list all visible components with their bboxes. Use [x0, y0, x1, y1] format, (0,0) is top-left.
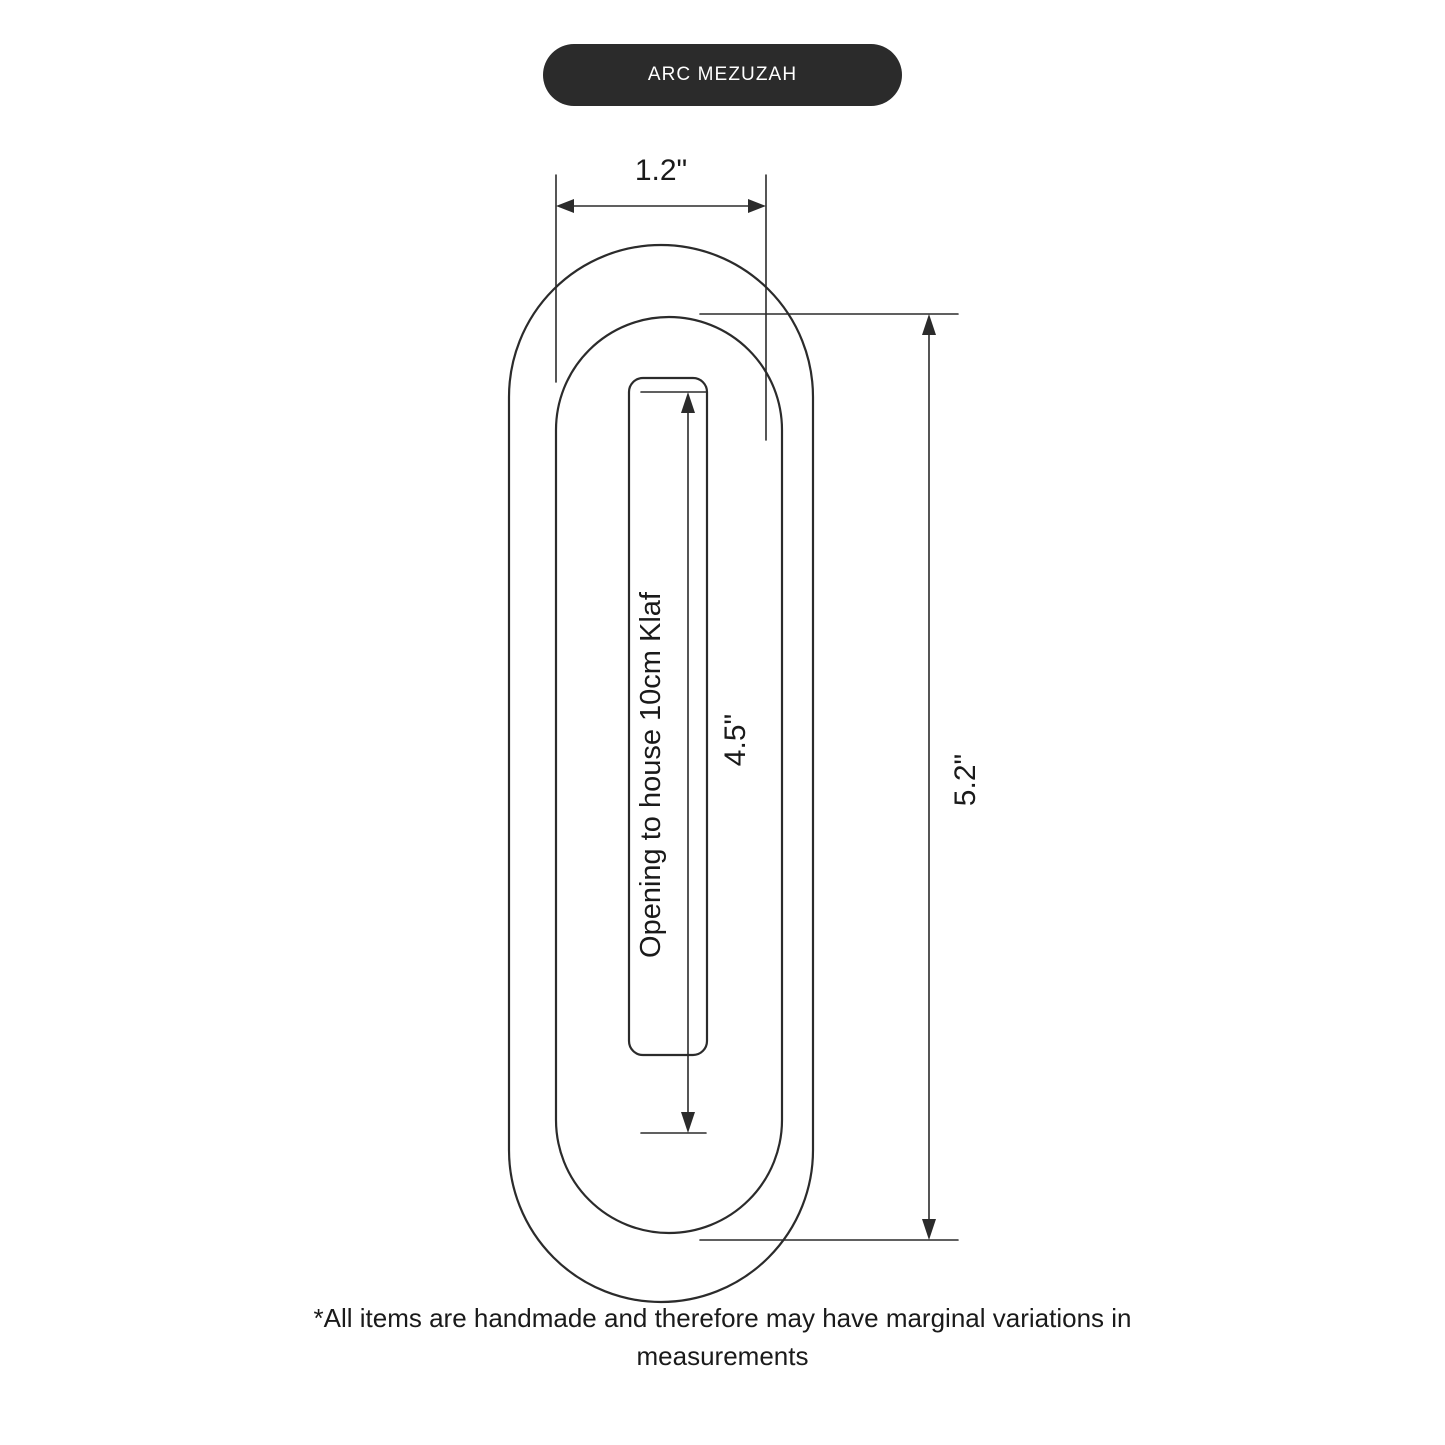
- technical-drawing: [0, 120, 1445, 1320]
- dimension-overall-height: [700, 314, 958, 1240]
- dimension-overall-height-label: 5.2": [949, 753, 982, 807]
- page-title-pill: [543, 44, 902, 106]
- footnote-line-1: *All items are handmade and therefore may have marginal variations in: [313, 1303, 1132, 1333]
- dimension-opening-height-label: 4.5": [719, 713, 752, 767]
- opening-note-label: Opening to house 10cm Klaf: [635, 592, 667, 958]
- inner-body-outline: [556, 317, 782, 1233]
- dimension-width: [556, 175, 766, 440]
- footnote: [0, 1300, 1445, 1375]
- page-title: ARC MEZUZAH: [647, 64, 798, 85]
- dimension-width-label: 1.2": [634, 154, 688, 187]
- footnote-line-2: measurements: [636, 1340, 809, 1371]
